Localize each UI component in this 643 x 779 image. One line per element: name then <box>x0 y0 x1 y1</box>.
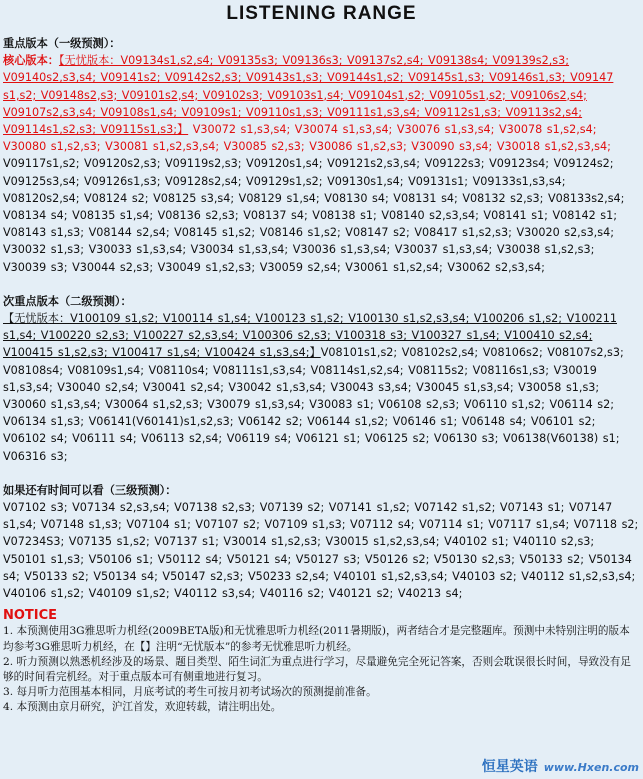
level2-rest-list: V08101s1,s2; V08102s2,s4; V08106s2; V08107s2,s3; V08108s4; V08109s1,s4; V08110s4; V08111s1,s3,s4; V08114s1,s2,s4; V08115s2; V08116s1,s3; V30019 s1,s3,s4; V30040 s2,s4; V30041 s2,s4; V30042 s1,s3,s4; V30043 s3,s4; V30045 s1,s3,s4; V30058 s1,s3; V30060 s1,s3,s4; V30064 s1,s2,s3; V30079 s1,s3,s4; V30083 s1; V06108 s2,s3; V06110 s1,s2; V06114 s2; V06134 s1,s3; V06141(V60141)s1,s2,s3; V06142 s2; V06144 s1,s2; V06146 s1; V06148 s4; V06101 s2; V06102 s4; V06111 s4; V06113 s2,s4; V06119 s4; V06121 s1; V06125 s2; V06130 s3; V06138(V60138) s1; V06316 s3; <box>3 346 624 463</box>
main-content <box>3 35 639 716</box>
level2-section <box>3 293 639 465</box>
level2-underlined-list: 【无忧版本：V100109 s1,s2; V100114 s1,s4; V100123 s1,s2; V100130 s1,s2,s3,s4; V100206 s1,s2; V100211 s1,s4; V100220 s2,s3; V100227 s2,s3,s4; V100306 s2,s3; V100318 s3; V100327 s1,s4; V100410 s2,s4; V100415 s1,s2,s3; V100417 s1,s4; V100424 s1,s3,s4;】 <box>3 312 617 360</box>
level1-rest-list: V09117s1,s2; V09120s2,s3; V09119s2,s3; V09120s1,s4; V09121s2,s3,s4; V09122s3; V09123s4; V09124s2; V09125s3,s4; V09126s1,s3; V09128s2,s4; V09129s1,s2; V09130s1,s4; V09131s1; V09133s1,s3,s4; V08120s2,s4; V08124 s2; V08125 s3,s4; V08129 s1,s4; V08130 s4; V08131 s4; V08132 s2,s3; V08133s2,s4; V08134 s4; V08135 s1,s4; V08136 s2,s3; V08137 s4; V08138 s1; V08140 s2,s3,s4; V08141 s1; V08142 s1; V08143 s1,s3; V08144 s2,s4; V08145 s1,s2; V08146 s1,s2; V08147 s2; V08417 s1,s2,s3; V30020 s2,s3,s4; V30032 s1,s3; V30033 s1,s3,s4; V30034 s1,s3,s4; V30036 s1,s3,s4; V30037 s1,s3,s4; V30038 s1,s2,s3; V30039 s3; V30044 s2,s3; V30049 s1,s2,s3; V30059 s2,s4; V30061 s1,s2,s4; V30062 s2,s3,s4; <box>3 157 625 274</box>
level2-body <box>3 310 639 465</box>
level3-list: V07102 s3; V07134 s2,s3,s4; V07138 s2,s3; V07139 s2; V07141 s1,s2; V07142 s1,s2; V07143 s1; V07147 s1,s4; V07148 s1,s3; V07104 s1; V07107 s2; V07109 s1,s3; V07112 s4; V07114 s1; V07117 s1,s4; V07118 s2; V07234S3; V07135 s1,s2; V07137 s1; V30014 s1,s2,s3; V30015 s1,s2,s3,s4; V40102 s1; V40110 s2,s3; V50101 s1,s3; V50106 s1; V50112 s4; V50121 s4; V50127 s3; V50126 s2; V50130 s2,s3; V50133 s2; V50134 s4; V50133 s2; V50134 s4; V50147 s2,s3; V50233 s2,s4; V40101 s1,s2,s3,s4; V40103 s2; V40112 s1,s2,s3,s4; V40106 s1,s2; V40109 s1,s2; V40112 s3,s4; V40116 s2; V40121 s2; V40213 s4; <box>3 501 639 601</box>
core-label: 核心版本： <box>3 54 59 68</box>
notice-item: 1. 本预测使用3G雅思听力机经(2009BETA版)和无忧雅思听力机经(2011暑期版)，两者结合才是完整题库。预测中未特别注明的版本均参考3G雅思听力机经，在【】注明“无忧版本”的参考无忧雅思听力机经。 <box>3 625 630 653</box>
notice-list <box>3 624 639 715</box>
level2-heading: 次重点版本（二级预测）： <box>3 294 132 308</box>
level1-core <box>3 52 639 155</box>
notice-item: 4. 本预测由京月研究，沪江首发，欢迎转载，请注明出处。 <box>3 701 282 714</box>
notice-item: 2. 听力预测以熟悉机经涉及的场景、题目类型、陌生词汇为重点进行学习，尽量避免完全死记答案，否则会耽误很长时间，导致没有足够的时间看完机经。对于重点版本可有侧重地进行复习。 <box>3 655 631 683</box>
page-title: LISTENING RANGE <box>226 3 417 24</box>
notice-item: 3. 每月听力范围基本相同，月底考试的考生可按月初考试场次的预测提前准备。 <box>3 686 377 699</box>
core-tail-list: V30072 s1,s3,s4; V30074 s1,s3,s4; V30076 s1,s3,s4; V30078 s1,s2,s4; V30080 s1,s2,s3; V30081 s1,s2,s3,s4; V30085 s2,s3; V30086 s1,s2,s3; V30090 s3,s4; V30018 s1,s2,s3,s4; <box>3 123 611 154</box>
level3-section <box>3 482 639 602</box>
level3-heading: 如果还有时间可以看（三级预测）： <box>3 483 177 497</box>
level1-heading: 重点版本（一级预测）： <box>3 37 121 50</box>
level1-section <box>3 35 639 276</box>
core-underlined-list: 【无忧版本：V09134s1,s2,s4; V09135s3; V09136s3; V09137s2,s4; V09138s4; V09139s2,s3; V09140s2,s3,s4; V09141s2; V09142s2,s3; V09143s1,s3; V09144s1,s2; V09145s1,s3; V09146s1,s3; V09147 s1,s2; V09148s2,s3; V09101s2,s4; V09102s3; V09103s1,s4; V09104s1,s2; V09105s1,s2; V09106s2,s4; V09107s2,s3,s4; V09108s1,s4; V09109s1; V09110s1,s3; V09111s1,s3,s4; V09112s1,s3; V09113s2,s4; V09114s1,s2,s3; V09115s1,s3;】 <box>3 54 614 137</box>
footer-logo <box>482 756 639 776</box>
footer-brand: 恒星英语 <box>481 759 538 775</box>
footer-url: www.Hxen.com <box>543 761 639 774</box>
notice-heading: NOTICE <box>3 608 58 624</box>
